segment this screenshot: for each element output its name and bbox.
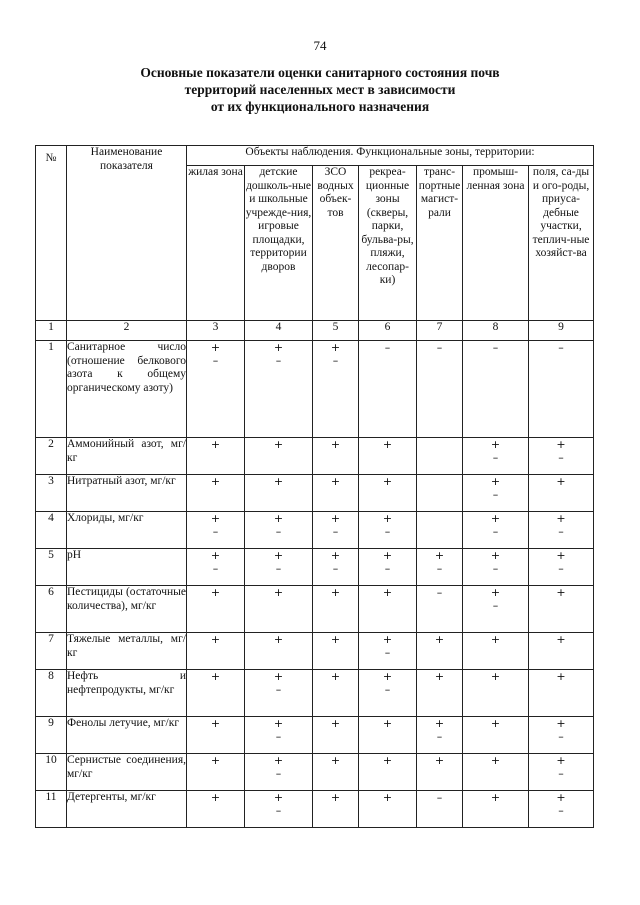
column-number: 3	[187, 321, 245, 341]
mark-secondary: –	[275, 683, 282, 696]
mark-primary: +	[330, 633, 341, 646]
mark-primary: +	[330, 791, 341, 804]
mark-cell	[245, 438, 313, 475]
mark-cell	[463, 438, 529, 475]
mark-primary: +	[556, 475, 566, 488]
mark-primary: +	[490, 633, 501, 646]
mark-primary: +	[434, 633, 445, 646]
mark-primary: –	[492, 341, 499, 354]
mark-secondary: –	[275, 804, 282, 817]
row-number: 6	[36, 586, 67, 633]
header-observation-objects: Объекты наблюдения. Функциональные зоны, территории:	[187, 146, 594, 166]
indicator-name: Нитратный азот, мг/кг	[67, 475, 187, 512]
mark-primary: +	[490, 754, 501, 767]
table-row	[36, 633, 594, 670]
mark-primary: –	[384, 341, 391, 354]
mark-secondary: –	[275, 562, 282, 575]
table-row	[36, 754, 594, 791]
table-row	[36, 438, 594, 475]
table-row	[36, 475, 594, 512]
mark-cell	[417, 670, 463, 717]
row-number: 9	[36, 717, 67, 754]
mark-primary: +	[210, 754, 221, 767]
mark-cell	[529, 754, 594, 791]
table-title	[80, 64, 560, 115]
mark-cell	[463, 791, 529, 828]
mark-secondary: –	[275, 730, 282, 743]
mark-cell	[463, 549, 529, 586]
mark-cell	[529, 586, 594, 633]
column-number: 6	[359, 321, 417, 341]
mark-primary: +	[273, 341, 284, 354]
mark-cell	[313, 475, 359, 512]
zone-recreational: рекреа-ционные зоны (скверы, парки, бульва-ры, пляжи, лесопар-ки)	[359, 166, 417, 321]
mark-secondary: –	[332, 562, 339, 575]
mark-primary: +	[434, 670, 445, 683]
mark-secondary: –	[558, 562, 564, 575]
mark-primary: +	[330, 754, 341, 767]
table-row	[36, 512, 594, 549]
mark-primary: +	[210, 633, 221, 646]
mark-secondary: –	[212, 525, 219, 538]
row-number: 2	[36, 438, 67, 475]
mark-primary: +	[434, 549, 445, 562]
row-number: 10	[36, 754, 67, 791]
mark-primary: +	[273, 791, 284, 804]
mark-secondary: –	[492, 488, 499, 501]
mark-cell	[463, 586, 529, 633]
mark-cell	[417, 438, 463, 475]
mark-cell	[463, 754, 529, 791]
mark-secondary: –	[212, 354, 219, 367]
mark-cell	[529, 717, 594, 754]
mark-cell	[359, 475, 417, 512]
mark-cell	[463, 633, 529, 670]
mark-primary: +	[273, 670, 284, 683]
mark-cell	[245, 586, 313, 633]
mark-cell	[417, 586, 463, 633]
indicator-name: Пестициды (остаточные количества), мг/кг	[67, 586, 187, 633]
table-row	[36, 670, 594, 717]
mark-primary: –	[558, 341, 564, 354]
indicator-name: Санитарное число (отношение белкового азота к общему органическому азоту)	[67, 341, 187, 438]
mark-primary: +	[330, 341, 341, 354]
mark-cell	[187, 586, 245, 633]
header-indicator-name: Наименование показателя	[67, 146, 187, 321]
row-number: 8	[36, 670, 67, 717]
mark-primary: +	[490, 670, 501, 683]
mark-primary: +	[434, 717, 445, 730]
mark-cell	[313, 717, 359, 754]
mark-primary: +	[210, 670, 221, 683]
zone-transport-highways: транс-портные магист-рали	[417, 166, 463, 321]
indicator-name: Фенолы летучие, мг/кг	[67, 717, 187, 754]
mark-primary: +	[382, 791, 393, 804]
mark-cell	[245, 512, 313, 549]
mark-primary: +	[210, 586, 221, 599]
mark-primary: +	[490, 512, 501, 525]
mark-cell	[245, 633, 313, 670]
mark-cell	[245, 754, 313, 791]
mark-cell	[187, 754, 245, 791]
mark-primary: +	[556, 633, 566, 646]
mark-secondary: –	[384, 562, 391, 575]
title-line: территорий населенных мест в зависимости	[184, 82, 456, 97]
mark-primary: +	[556, 754, 566, 767]
mark-primary: +	[434, 754, 445, 767]
mark-cell	[187, 512, 245, 549]
mark-cell	[313, 791, 359, 828]
title-line: от их функционального назначения	[210, 99, 430, 114]
indicator-name: pH	[67, 549, 187, 586]
mark-cell	[359, 586, 417, 633]
mark-primary: +	[273, 512, 284, 525]
mark-cell	[187, 633, 245, 670]
mark-primary: +	[330, 475, 341, 488]
mark-primary: +	[330, 438, 341, 451]
mark-cell	[313, 754, 359, 791]
mark-secondary: –	[558, 451, 564, 464]
mark-primary: +	[490, 438, 501, 451]
mark-primary: +	[556, 670, 566, 683]
mark-cell	[359, 717, 417, 754]
mark-cell	[359, 438, 417, 475]
mark-cell	[463, 512, 529, 549]
mark-cell	[359, 512, 417, 549]
mark-cell	[463, 341, 529, 438]
mark-primary: +	[382, 717, 393, 730]
mark-cell	[359, 754, 417, 791]
mark-cell	[245, 341, 313, 438]
mark-primary: +	[556, 438, 566, 451]
mark-cell	[245, 791, 313, 828]
mark-primary: +	[273, 633, 284, 646]
mark-primary: +	[556, 549, 566, 562]
title-line: Основные показатели оценки санитарного состояния почв	[140, 65, 500, 80]
mark-primary: +	[330, 586, 341, 599]
column-number: 9	[529, 321, 594, 341]
mark-cell	[187, 549, 245, 586]
indicator-name: Детергенты, мг/кг	[67, 791, 187, 828]
table-row	[36, 549, 594, 586]
mark-primary: +	[273, 586, 284, 599]
mark-cell	[313, 586, 359, 633]
mark-cell	[245, 549, 313, 586]
column-number: 1	[36, 321, 67, 341]
mark-cell	[313, 512, 359, 549]
table-row	[36, 341, 594, 438]
column-numbers-row	[36, 321, 594, 341]
mark-secondary: –	[275, 767, 282, 780]
mark-primary: +	[382, 549, 393, 562]
mark-secondary: –	[436, 562, 443, 575]
mark-cell	[313, 670, 359, 717]
zone-water-protection: ЗСО водных объек-тов	[313, 166, 359, 321]
table-body	[36, 146, 594, 828]
mark-primary: +	[490, 791, 501, 804]
mark-primary: +	[273, 754, 284, 767]
mark-cell	[187, 717, 245, 754]
mark-cell	[529, 512, 594, 549]
column-number: 4	[245, 321, 313, 341]
mark-cell	[187, 791, 245, 828]
mark-primary: +	[382, 670, 393, 683]
column-number: 8	[463, 321, 529, 341]
row-number: 1	[36, 341, 67, 438]
mark-primary: +	[273, 438, 284, 451]
indicator-name: Хлориды, мг/кг	[67, 512, 187, 549]
mark-primary: +	[210, 791, 221, 804]
mark-cell	[417, 549, 463, 586]
mark-primary: +	[210, 438, 221, 451]
mark-cell	[529, 475, 594, 512]
mark-primary: +	[382, 438, 393, 451]
mark-primary: +	[330, 717, 341, 730]
mark-primary: +	[382, 754, 393, 767]
mark-secondary: –	[436, 730, 443, 743]
header-row	[36, 146, 594, 166]
mark-cell	[245, 670, 313, 717]
mark-cell	[359, 549, 417, 586]
mark-primary: +	[490, 549, 501, 562]
mark-cell	[417, 717, 463, 754]
mark-cell	[463, 670, 529, 717]
mark-cell	[463, 717, 529, 754]
mark-secondary: –	[384, 646, 391, 659]
mark-cell	[245, 475, 313, 512]
mark-cell	[359, 633, 417, 670]
mark-secondary: –	[558, 767, 564, 780]
row-number: 4	[36, 512, 67, 549]
mark-secondary: –	[492, 451, 499, 464]
mark-primary: +	[330, 512, 341, 525]
mark-primary: +	[210, 475, 221, 488]
mark-cell	[313, 549, 359, 586]
mark-secondary: –	[492, 599, 499, 612]
mark-primary: –	[436, 341, 443, 354]
mark-cell	[417, 512, 463, 549]
mark-cell	[359, 670, 417, 717]
row-number: 5	[36, 549, 67, 586]
mark-primary: +	[210, 341, 221, 354]
table-row	[36, 791, 594, 828]
mark-secondary: –	[212, 562, 219, 575]
mark-cell	[529, 670, 594, 717]
mark-cell	[187, 475, 245, 512]
mark-secondary: –	[275, 354, 282, 367]
table-row	[36, 717, 594, 754]
mark-cell	[529, 633, 594, 670]
mark-primary: +	[273, 717, 284, 730]
mark-primary: +	[210, 512, 221, 525]
mark-primary: +	[382, 633, 393, 646]
mark-primary: +	[210, 717, 221, 730]
mark-primary: +	[330, 670, 341, 683]
mark-primary: +	[382, 586, 393, 599]
mark-secondary: –	[558, 525, 564, 538]
page-number: 74	[313, 38, 327, 53]
zone-residential: жилая зона	[187, 166, 245, 321]
column-number: 7	[417, 321, 463, 341]
mark-primary: +	[490, 475, 501, 488]
mark-primary: +	[556, 717, 566, 730]
mark-cell	[417, 475, 463, 512]
mark-cell	[463, 475, 529, 512]
mark-cell	[187, 438, 245, 475]
mark-secondary: –	[492, 525, 499, 538]
mark-cell	[313, 341, 359, 438]
mark-cell	[417, 791, 463, 828]
mark-primary: +	[556, 512, 566, 525]
mark-primary: +	[273, 549, 284, 562]
zone-children-institutions: детские дошколь-ные и школьные учрежде-ния, игровые площадки, территории дворов	[245, 166, 313, 321]
table-row	[36, 586, 594, 633]
indicator-name: Нефть и нефтепродукты, мг/кг	[67, 670, 187, 717]
row-number: 11	[36, 791, 67, 828]
mark-secondary: –	[275, 525, 282, 538]
mark-secondary: –	[332, 525, 339, 538]
mark-primary: +	[556, 586, 566, 599]
mark-primary: +	[382, 512, 393, 525]
mark-primary: –	[436, 791, 443, 804]
indicator-name: Сернистые соединения, мг/кг	[67, 754, 187, 791]
mark-primary: –	[436, 586, 443, 599]
mark-cell	[529, 549, 594, 586]
mark-secondary: –	[492, 562, 499, 575]
column-number: 2	[67, 321, 187, 341]
mark-cell	[417, 633, 463, 670]
header-num: №	[36, 146, 67, 321]
mark-cell	[187, 341, 245, 438]
mark-secondary: –	[384, 683, 391, 696]
mark-cell	[417, 341, 463, 438]
mark-cell	[529, 791, 594, 828]
mark-cell	[529, 438, 594, 475]
mark-primary: +	[273, 475, 284, 488]
mark-cell	[359, 341, 417, 438]
mark-cell	[313, 633, 359, 670]
indicators-table	[35, 145, 594, 828]
mark-secondary: –	[558, 804, 564, 817]
indicator-name: Аммонийный азот, мг/кг	[67, 438, 187, 475]
row-number: 7	[36, 633, 67, 670]
mark-primary: +	[490, 717, 501, 730]
mark-cell	[245, 717, 313, 754]
mark-cell	[417, 754, 463, 791]
mark-secondary: –	[558, 730, 564, 743]
indicator-name: Тяжелые металлы, мг/кг	[67, 633, 187, 670]
mark-primary: +	[556, 791, 566, 804]
column-number: 5	[313, 321, 359, 341]
mark-primary: +	[330, 549, 341, 562]
mark-secondary: –	[332, 354, 339, 367]
mark-cell	[313, 438, 359, 475]
mark-cell	[359, 791, 417, 828]
mark-secondary: –	[384, 525, 391, 538]
mark-cell	[529, 341, 594, 438]
zone-industrial: промыш-ленная зона	[463, 166, 529, 321]
row-number: 3	[36, 475, 67, 512]
mark-primary: +	[210, 549, 221, 562]
mark-primary: +	[382, 475, 393, 488]
zone-agricultural: поля, са-ды и ого-роды, приуса-дебные участки, теплич-ные хозяйст-ва	[529, 166, 594, 321]
mark-cell	[187, 670, 245, 717]
mark-primary: +	[490, 586, 501, 599]
